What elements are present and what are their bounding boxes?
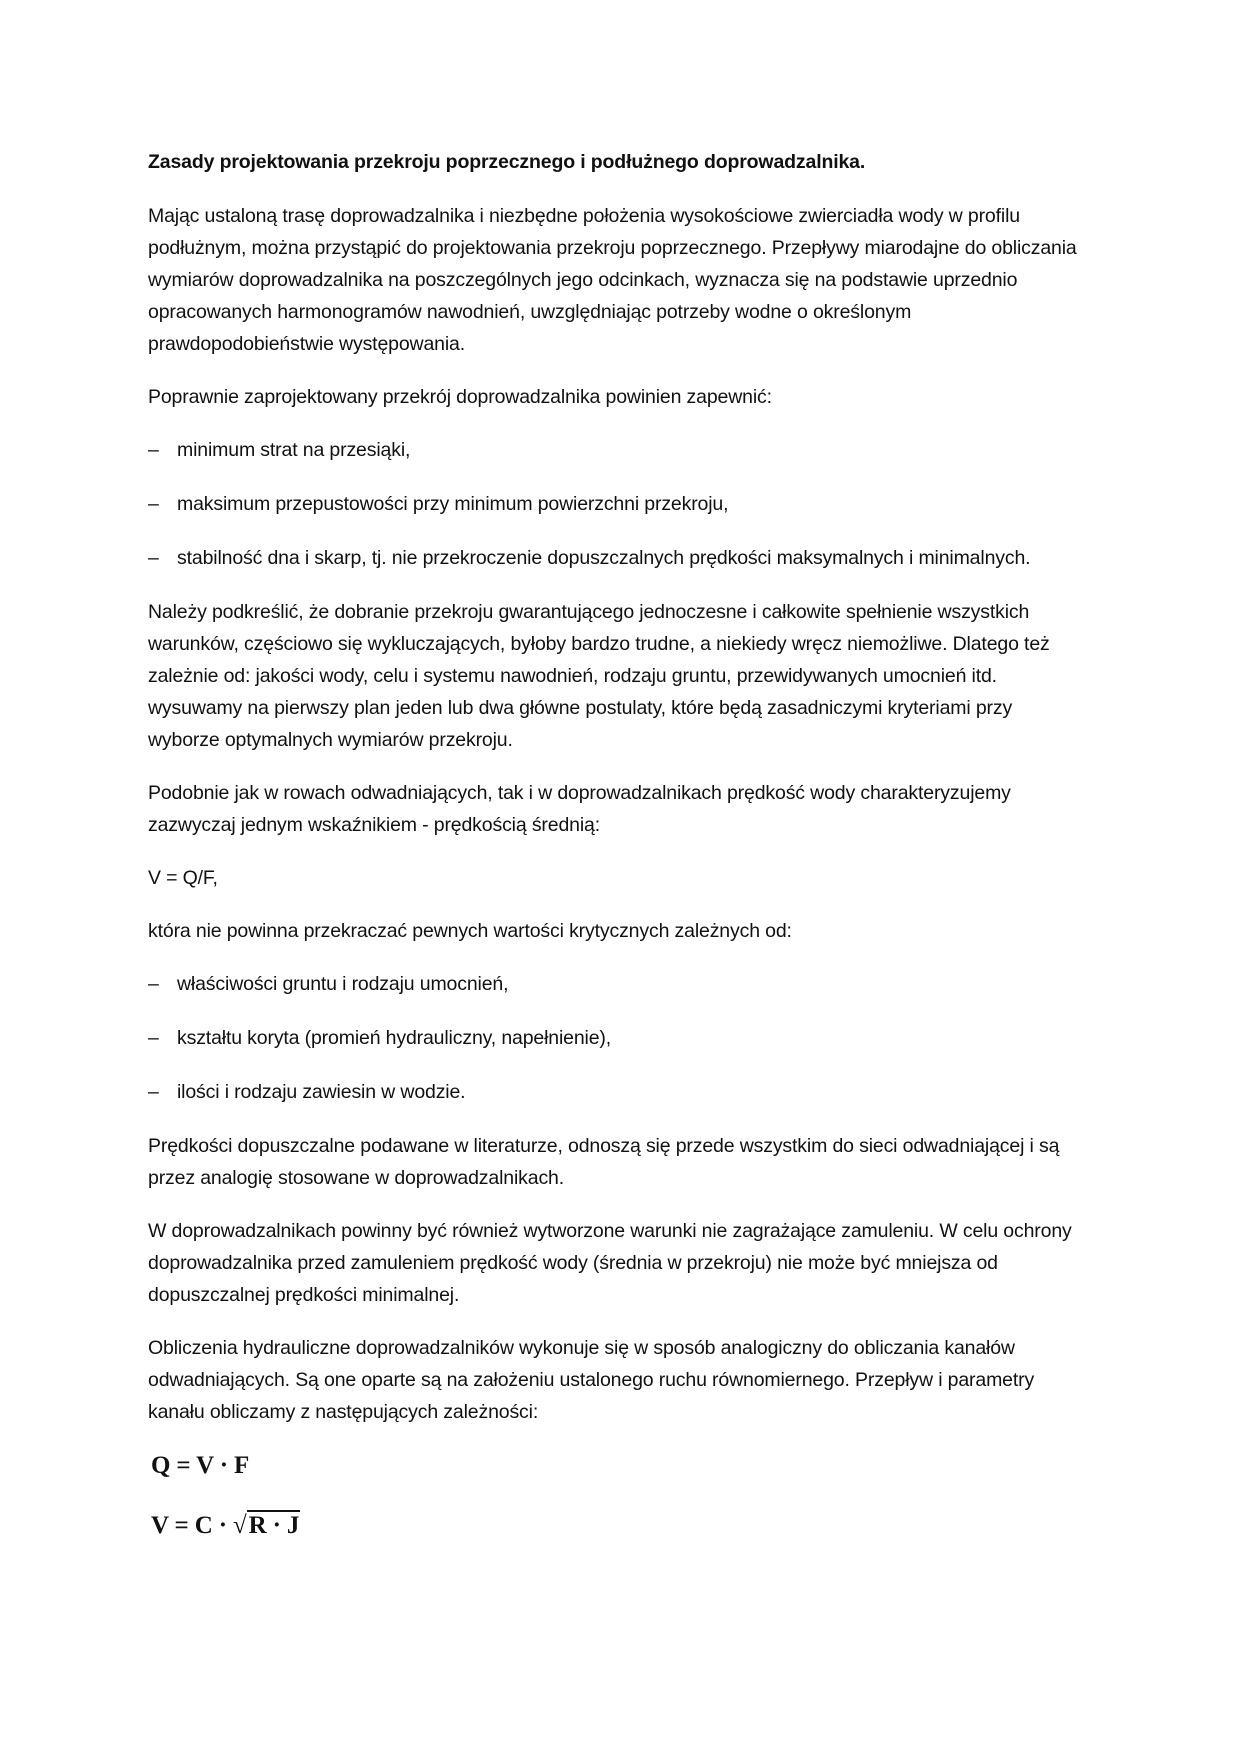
equation-chezy [151,1509,1088,1543]
paragraph-velocity: Podobnie jak w rowach odwadniających, tak i w doprowadzalnikach prędkość wody charakteryzujemy zazwyczaj jednym wskaźnikiem - prędkością średnią: [148,782,1011,836]
dash-bullet: – [148,1027,159,1049]
paragraph-siltation: W doprowadzalnikach powinny być również wytworzone warunki nie zagrażające zamuleniu. W celu ochrony doprowadzalnika przed zamuleniem prędkość wody (średnia w przekroju) nie może być mniejsza od dopuszczalnej prędkości minimalnej. [148,1220,1072,1306]
requirements-list [148,434,1088,574]
list-item-text: ilości i rodzaju zawiesin w wodzie. [177,1081,466,1103]
dash-bullet: – [148,1081,159,1103]
list-item-text: właściwości gruntu i rodzaju umocnień, [177,973,509,995]
document-title: Zasady projektowania przekroju poprzecznego i podłużnego doprowadzalnika. [148,151,866,173]
list-item [148,968,1088,1000]
paragraph-allowed-speeds: Prędkości dopuszczalne podawane w literaturze, odnoszą się przede wszystkim do sieci odwadniającej i są przez analogię stosowane w doprowadzalnikach. [148,1135,1060,1189]
equation-flow: Q = V · F [151,1452,250,1479]
sqrt-radicand: R · J [248,1512,300,1539]
paragraph-hydraulics: Obliczenia hydrauliczne doprowadzalników wykonuje się w sposób analogiczny do obliczania kanałów odwadniających. Są one oparte są na założeniu ustalonego ruchu równomiernego. Przepływ i parametry kanału obliczamy z następujących zależności: [148,1337,1035,1423]
sqrt-group [233,1509,300,1543]
list-item [148,542,1088,574]
list-item [148,434,1088,466]
list-item-text: minimum strat na przesiąki, [177,439,411,461]
dash-bullet: – [148,973,159,995]
paragraph-requirements: Poprawnie zaprojektowany przekrój doprowadzalnika powinien zapewnić: [148,386,772,408]
paragraph-critical-values: która nie powinna przekraczać pewnych wartości krytycznych zależnych od: [148,920,792,942]
dash-bullet: – [148,439,159,461]
dash-bullet: – [148,547,159,569]
paragraph-intro: Mając ustaloną trasę doprowadzalnika i niezbędne położenia wysokościowe zwierciadła wody w profilu podłużnym, można przystąpić do projektowania przekroju poprzecznego. Przepływy miarodajne do obliczania wymiarów doprowadzalnika na poszczególnych jego odcinkach, wyznacza się na podstawie uprzednio opracowanych harmonogramów nawodnień, uwzględniając potrzeby wodne o określonym prawdopodobieństwie występowania. [148,205,1077,355]
document-body [148,146,1088,1543]
velocity-formula: V = Q/F, [148,867,218,889]
list-item-text: kształtu koryta (promień hydrauliczny, napełnienie), [177,1027,612,1049]
dash-bullet: – [148,493,159,515]
list-item [148,1076,1088,1108]
list-item [148,488,1088,520]
list-item [148,1022,1088,1054]
sqrt-symbol: √ [233,1512,247,1539]
list-item-text: stabilność dna i skarp, tj. nie przekroczenie dopuszczalnych prędkości maksymalnych i minimalnych. [177,547,1031,569]
paragraph-criteria: Należy podkreślić, że dobranie przekroju gwarantującego jednoczesne i całkowite spełnienie wszystkich warunków, częściowo się wykluczających, byłoby bardzo trudne, a niekiedy wręcz niemożliwe. Dlatego też zależnie od: jakości wody, celu i systemu nawodnień, rodzaju gruntu, przewidywanych umocnień itd. wysuwamy na pierwszy plan jeden lub dwa główne postulaty, które będą zasadniczymi kryteriami przy wyborze optymalnych wymiarów przekroju. [148,601,1050,751]
equation-chezy-lhs: V = C · [151,1512,234,1539]
list-item-text: maksimum przepustowości przy minimum powierzchni przekroju, [177,493,729,515]
factors-list [148,968,1088,1108]
